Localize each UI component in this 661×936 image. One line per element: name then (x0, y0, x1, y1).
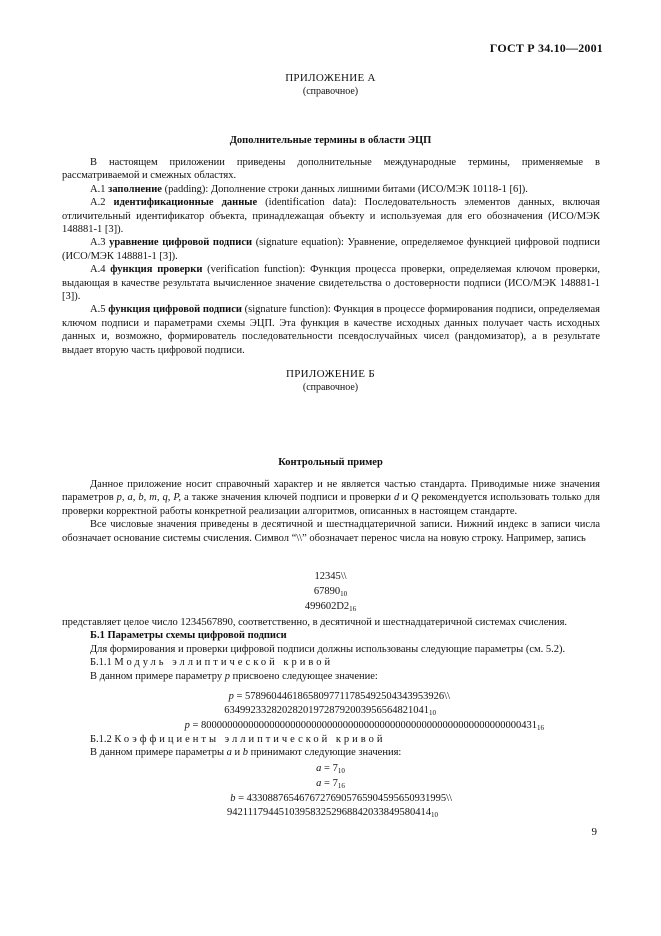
term-definition: (identification data): Последовательность элементов данных, включая отличительный идентификатор объекта, принадлежащая объекту и используемая для его обозначения (ИСО/МЭК 148881-1 [3]). (62, 197, 600, 236)
b-decimal-line-2 (0, 806, 438, 819)
variable-b: b (242, 747, 249, 759)
variable-p: p (228, 691, 234, 702)
term-name: функция цифровой подписи (108, 304, 242, 316)
annex-b-section-b12 (62, 733, 600, 760)
number-value: = 57896044618658097711785492504343953926\\ (233, 691, 450, 702)
base-subscript: 10 (340, 590, 348, 598)
section-heading: Б.1 Параметры схемы цифровой подписи (90, 630, 287, 642)
a-decimal-line (0, 762, 661, 775)
base-subscript: 10 (337, 767, 345, 775)
text-run: а также значения ключей подписи и проверки (181, 492, 394, 504)
variable-p: p (184, 720, 190, 731)
term-number: А.5 (90, 304, 106, 316)
number-value: = 43308876546767276905765904595650931995\\ (235, 793, 452, 804)
section-b12-heading (62, 733, 600, 746)
variable-a: a (316, 763, 322, 774)
annex-a-intro: В настоящем приложении приведены дополнительные международные термины, применяемые в рассматриваемой и смежных областях. (62, 157, 600, 182)
annex-b-heading: Контрольный пример (278, 457, 383, 468)
text-run: В данном примере параметры (90, 747, 227, 759)
example-line-2 (0, 585, 661, 598)
b-decimal-line-1 (0, 792, 452, 805)
section-b11-heading (62, 656, 600, 669)
text-run: В данном примере параметру (90, 670, 225, 682)
term-number: А.4 (90, 264, 106, 276)
standard-header: ГОСТ Р 34.10—2001 (489, 41, 603, 55)
text-run: и (399, 492, 411, 504)
variable-a: a (316, 778, 322, 789)
p-decimal-line-2 (0, 704, 436, 717)
annex-b-subtitle: (справочное) (302, 382, 359, 394)
example-line-3 (0, 600, 661, 613)
p-decimal-line-1 (0, 690, 450, 703)
annex-a-title-block (0, 72, 661, 99)
section-title: Коэффициенты эллиптической кривой (114, 734, 386, 745)
section-b11-text (62, 670, 600, 683)
term-a2 (62, 196, 600, 236)
example-value: 67890 (313, 586, 341, 597)
number-value: = 8000000000000000000000000000000000000000000000000000000000000431 (189, 720, 537, 731)
annex-b-title: ПРИЛОЖЕНИЕ Б (286, 368, 375, 380)
variable-a: a (226, 747, 232, 759)
number-value: = 7 (321, 763, 338, 774)
term-definition: (signature function): Функция в процессе формирования подписи, определяемая ключом подписи и параметрами схемы ЭЦП. Эта функция в качестве исходных данных получает часть исходных данных и, возможно, формирователь последовательности псевдослучайных чисел (рандомизатор), а в результате выдает вторую часть цифровой подписи. (62, 304, 601, 356)
term-definition: (verification function): Функция процесса проверки, определяемая ключом проверки, выдающая в качестве результата вычисленное значение свидетельства о достоверности подписи (ИСО/МЭК 148881-1 [3]). (62, 264, 601, 303)
variable-list: p, a, b, m, q, P, (116, 492, 182, 504)
number-value: 634992332820282019728792003956564821041 (224, 705, 429, 716)
text-run: принимают следующие значения: (248, 747, 402, 759)
term-a1 (62, 183, 600, 196)
annex-b-paragraph-2: Все числовые значения приведены в десятичной и шестнадцатеричной записи. Нижний индекс в записи числа обозначает основание системы счисления. Символ “\\” обозначает перенос числа на новую строку. Например, запись (62, 519, 600, 544)
annex-a-heading: Дополнительные термины в области ЭЦП (229, 135, 432, 146)
term-a5 (62, 303, 600, 357)
p-hex-line (0, 719, 544, 732)
term-definition: (signature equation): Уравнение, определяемое функцией цифровой подписи (ИСО/МЭК 148881-1 [3]). (62, 237, 601, 262)
text-run: рекомендуется использовать только для проверки корректной работы конкретной реализации алгоритмов, описанных в настоящем стандарте. (62, 492, 600, 517)
section-title: Модуль эллиптической кривой (114, 657, 334, 669)
annex-b-title-block (0, 368, 661, 395)
annex-b-paragraph-1 (62, 478, 600, 518)
term-name: заполнение (108, 183, 162, 195)
base-subscript: 16 (537, 724, 544, 732)
base-subscript: 16 (337, 782, 345, 790)
annex-a-subtitle: (справочное) (302, 86, 359, 98)
annex-a-title: ПРИЛОЖЕНИЕ А (285, 72, 376, 84)
number-value: = 7 (321, 778, 338, 789)
annex-b-intro (62, 478, 600, 545)
term-name: идентификационные данные (113, 197, 258, 209)
variable-d: d (393, 492, 400, 504)
variable-q: Q (410, 492, 419, 504)
term-number: А.3 (90, 237, 106, 249)
term-name: функция проверки (110, 264, 203, 276)
example-value: 499602D2 (304, 601, 350, 612)
base-subscript: 16 (349, 605, 357, 613)
annex-b-section-b1 (62, 616, 600, 683)
term-number: А.2 (90, 197, 106, 209)
example-line-1: 12345\\ (314, 571, 347, 582)
section-b1-heading (62, 629, 600, 642)
base-subscript: 10 (431, 811, 438, 819)
page-number: 9 (591, 826, 597, 838)
annex-a-body (62, 156, 600, 357)
term-a3 (62, 236, 600, 263)
term-a4 (62, 263, 600, 303)
term-definition: (padding): Дополнение строки данных лишними битами (ИСО/МЭК 10118-1 [6]). (161, 183, 528, 195)
variable-p: p (224, 670, 230, 682)
section-b1-text: Для формирования и проверки цифровой подписи должны использованы следующие параметры (см. 5.2). (90, 643, 566, 655)
text-run: и (231, 747, 243, 759)
base-subscript: 10 (429, 709, 436, 717)
variable-b: b (230, 793, 236, 804)
section-b12-text (62, 746, 600, 759)
term-name: уравнение цифровой подписи (109, 237, 253, 249)
text-run: Данное приложение носит справочный характер и не является частью стандарта. Приводимые ниже значения параметров (62, 479, 600, 504)
text-run: присвоено следующее значение: (229, 670, 378, 682)
term-number: А.1 (90, 183, 106, 195)
number-value: 942111794451039583252968842033849580414 (227, 807, 431, 818)
a-hex-line (0, 777, 661, 790)
section-number: Б.1.1 (90, 657, 112, 669)
section-number: Б.1.2 (90, 734, 112, 745)
annex-b-paragraph-3: представляет целое число 1234567890, соответственно, в десятичной и шестнадцатеричной системах счисления. (62, 617, 568, 628)
